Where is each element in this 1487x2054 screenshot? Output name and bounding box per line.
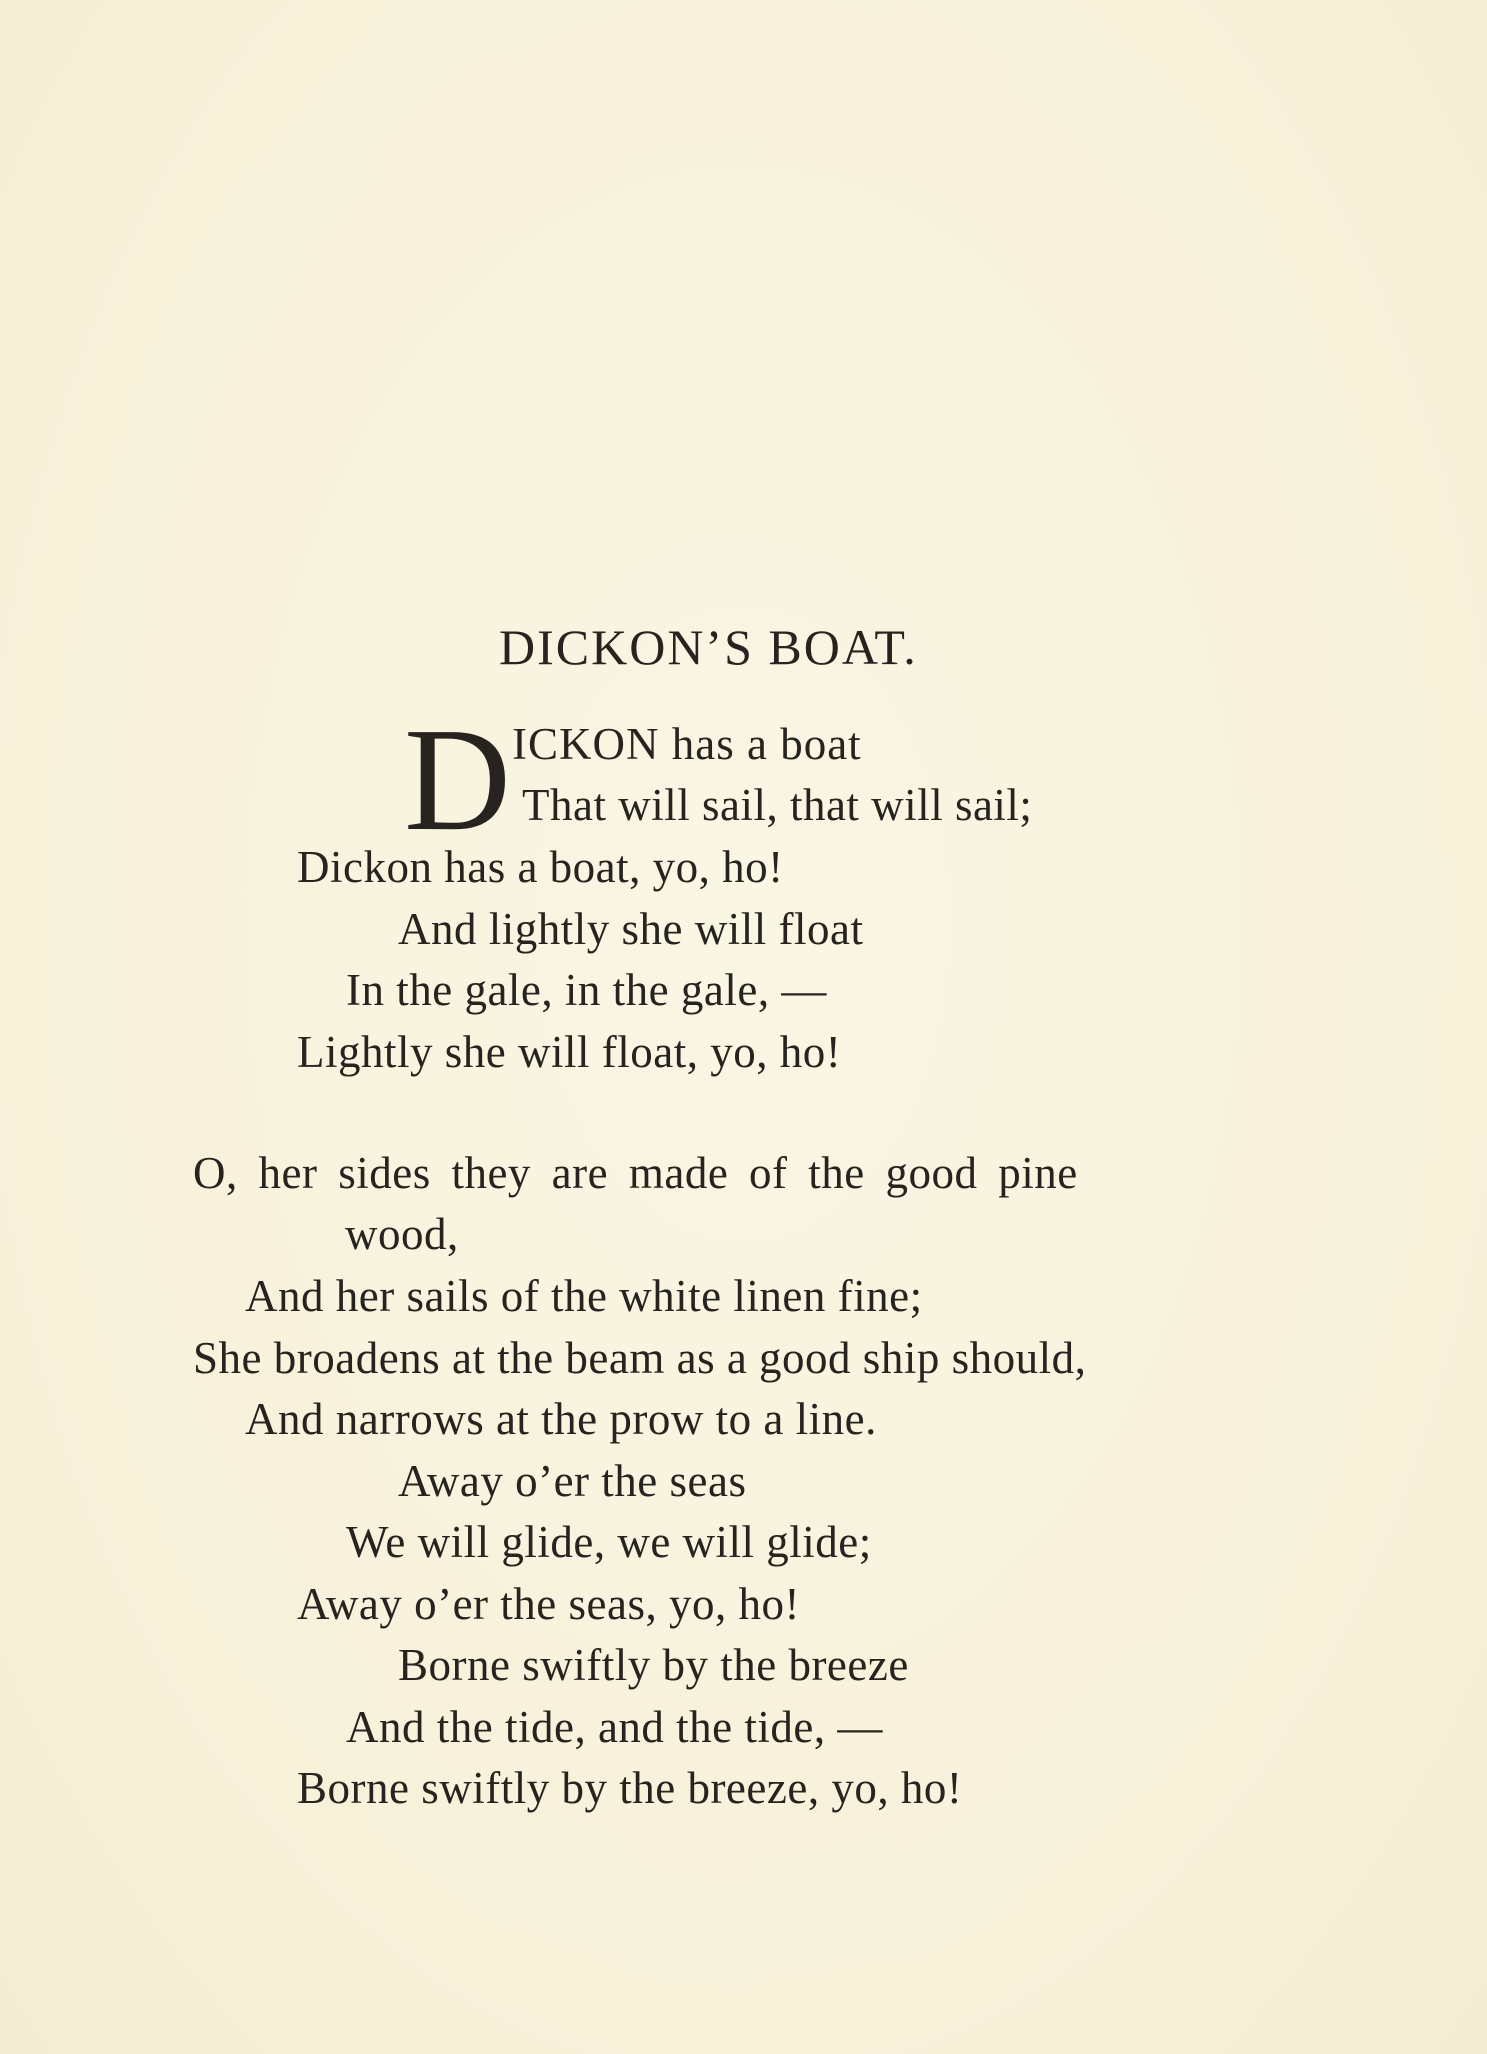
stanza2-line10: Borne swiftly by the breeze, yo, ho! bbox=[297, 1763, 963, 1813]
stanza1-line6: Lightly she will float, yo, ho! bbox=[297, 1027, 842, 1077]
stanza2-line4: And narrows at the prow to a line. bbox=[245, 1394, 877, 1444]
stanza1-line2: That will sail, that will sail; bbox=[522, 780, 1033, 830]
stanza2-line9: And the tide, and the tide, — bbox=[346, 1702, 883, 1752]
stanza2-line6: We will glide, we will glide; bbox=[346, 1517, 872, 1567]
stanza1-line5: In the gale, in the gale, — bbox=[346, 965, 827, 1015]
stanza2-line2: And her sails of the white linen fine; bbox=[245, 1271, 923, 1321]
stanza2-line1-continuation: wood, bbox=[345, 1209, 459, 1259]
stanza1-line1: ICKON has a boat bbox=[512, 719, 862, 769]
stanza2-line1: O, her sides they are made of the good pine bbox=[193, 1148, 1078, 1198]
stanza2-line8: Borne swiftly by the breeze bbox=[398, 1640, 909, 1690]
stanza2-line7: Away o’er the seas, yo, ho! bbox=[297, 1579, 800, 1629]
drop-cap: D bbox=[404, 698, 511, 862]
stanza1-line4: And lightly she will float bbox=[398, 904, 864, 954]
stanza2-line5: Away o’er the seas bbox=[398, 1456, 747, 1506]
stanza2-line3: She broadens at the beam as a good ship should, bbox=[193, 1333, 1087, 1383]
poem-title: DICKON’S BOAT. bbox=[499, 619, 918, 675]
stanza1-line3: Dickon has a boat, yo, ho! bbox=[297, 842, 784, 892]
